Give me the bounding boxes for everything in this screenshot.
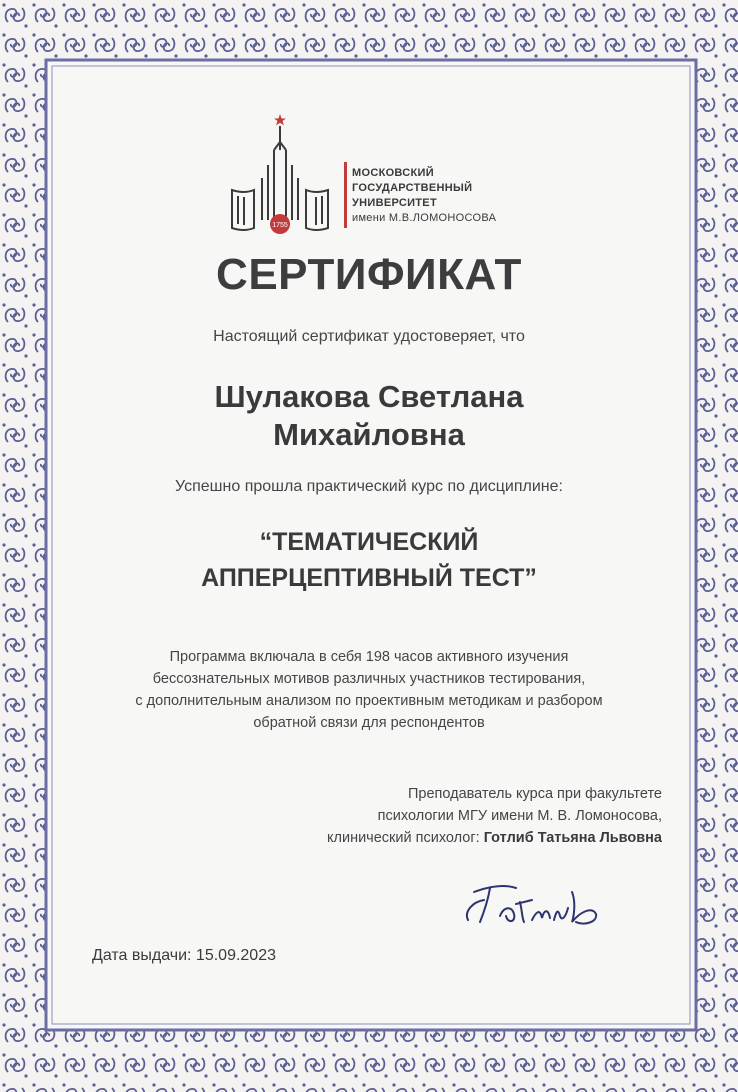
logo-divider bbox=[344, 162, 347, 228]
course-title: “ТЕМАТИЧЕСКИЙ АППЕРЦЕПТИВНЫЙ ТЕСТ” bbox=[201, 528, 537, 592]
msu-logo bbox=[224, 110, 524, 240]
issue-date: Дата выдачи: 15.09.2023 bbox=[92, 947, 276, 964]
msu-emblem-icon bbox=[224, 110, 344, 240]
teacher-info: Преподаватель курса при факультете психологии МГУ имени М. В. Ломоносова, клинический психолог: Готлиб Татьяна Львовна bbox=[327, 786, 662, 846]
teacher-signature bbox=[460, 872, 630, 932]
certificate-intro: Настоящий сертификат удостоверяет, что bbox=[213, 328, 525, 345]
program-description: Программа включала в себя 198 часов активного изучения бессознательных мотивов различных участников тестирования, с дополнительным анализом по проективным методикам и разбором обратной связи для респондентов bbox=[135, 649, 603, 731]
recipient-name: Шулакова Светлана Михайловна bbox=[214, 379, 524, 452]
university-name: МОСКОВСКИЙ ГОСУДАРСТВЕННЫЙ УНИВЕРСИТЕТ имени М.В.ЛОМОНОСОВА bbox=[352, 167, 497, 224]
certificate-title: СЕРТИФИКАТ bbox=[216, 250, 522, 299]
teacher-name: Готлиб Татьяна Львовна bbox=[483, 830, 662, 846]
svg-text:1755: 1755 bbox=[272, 222, 288, 229]
completion-statement: Успешно прошла практический курс по дисциплине: bbox=[175, 478, 563, 495]
